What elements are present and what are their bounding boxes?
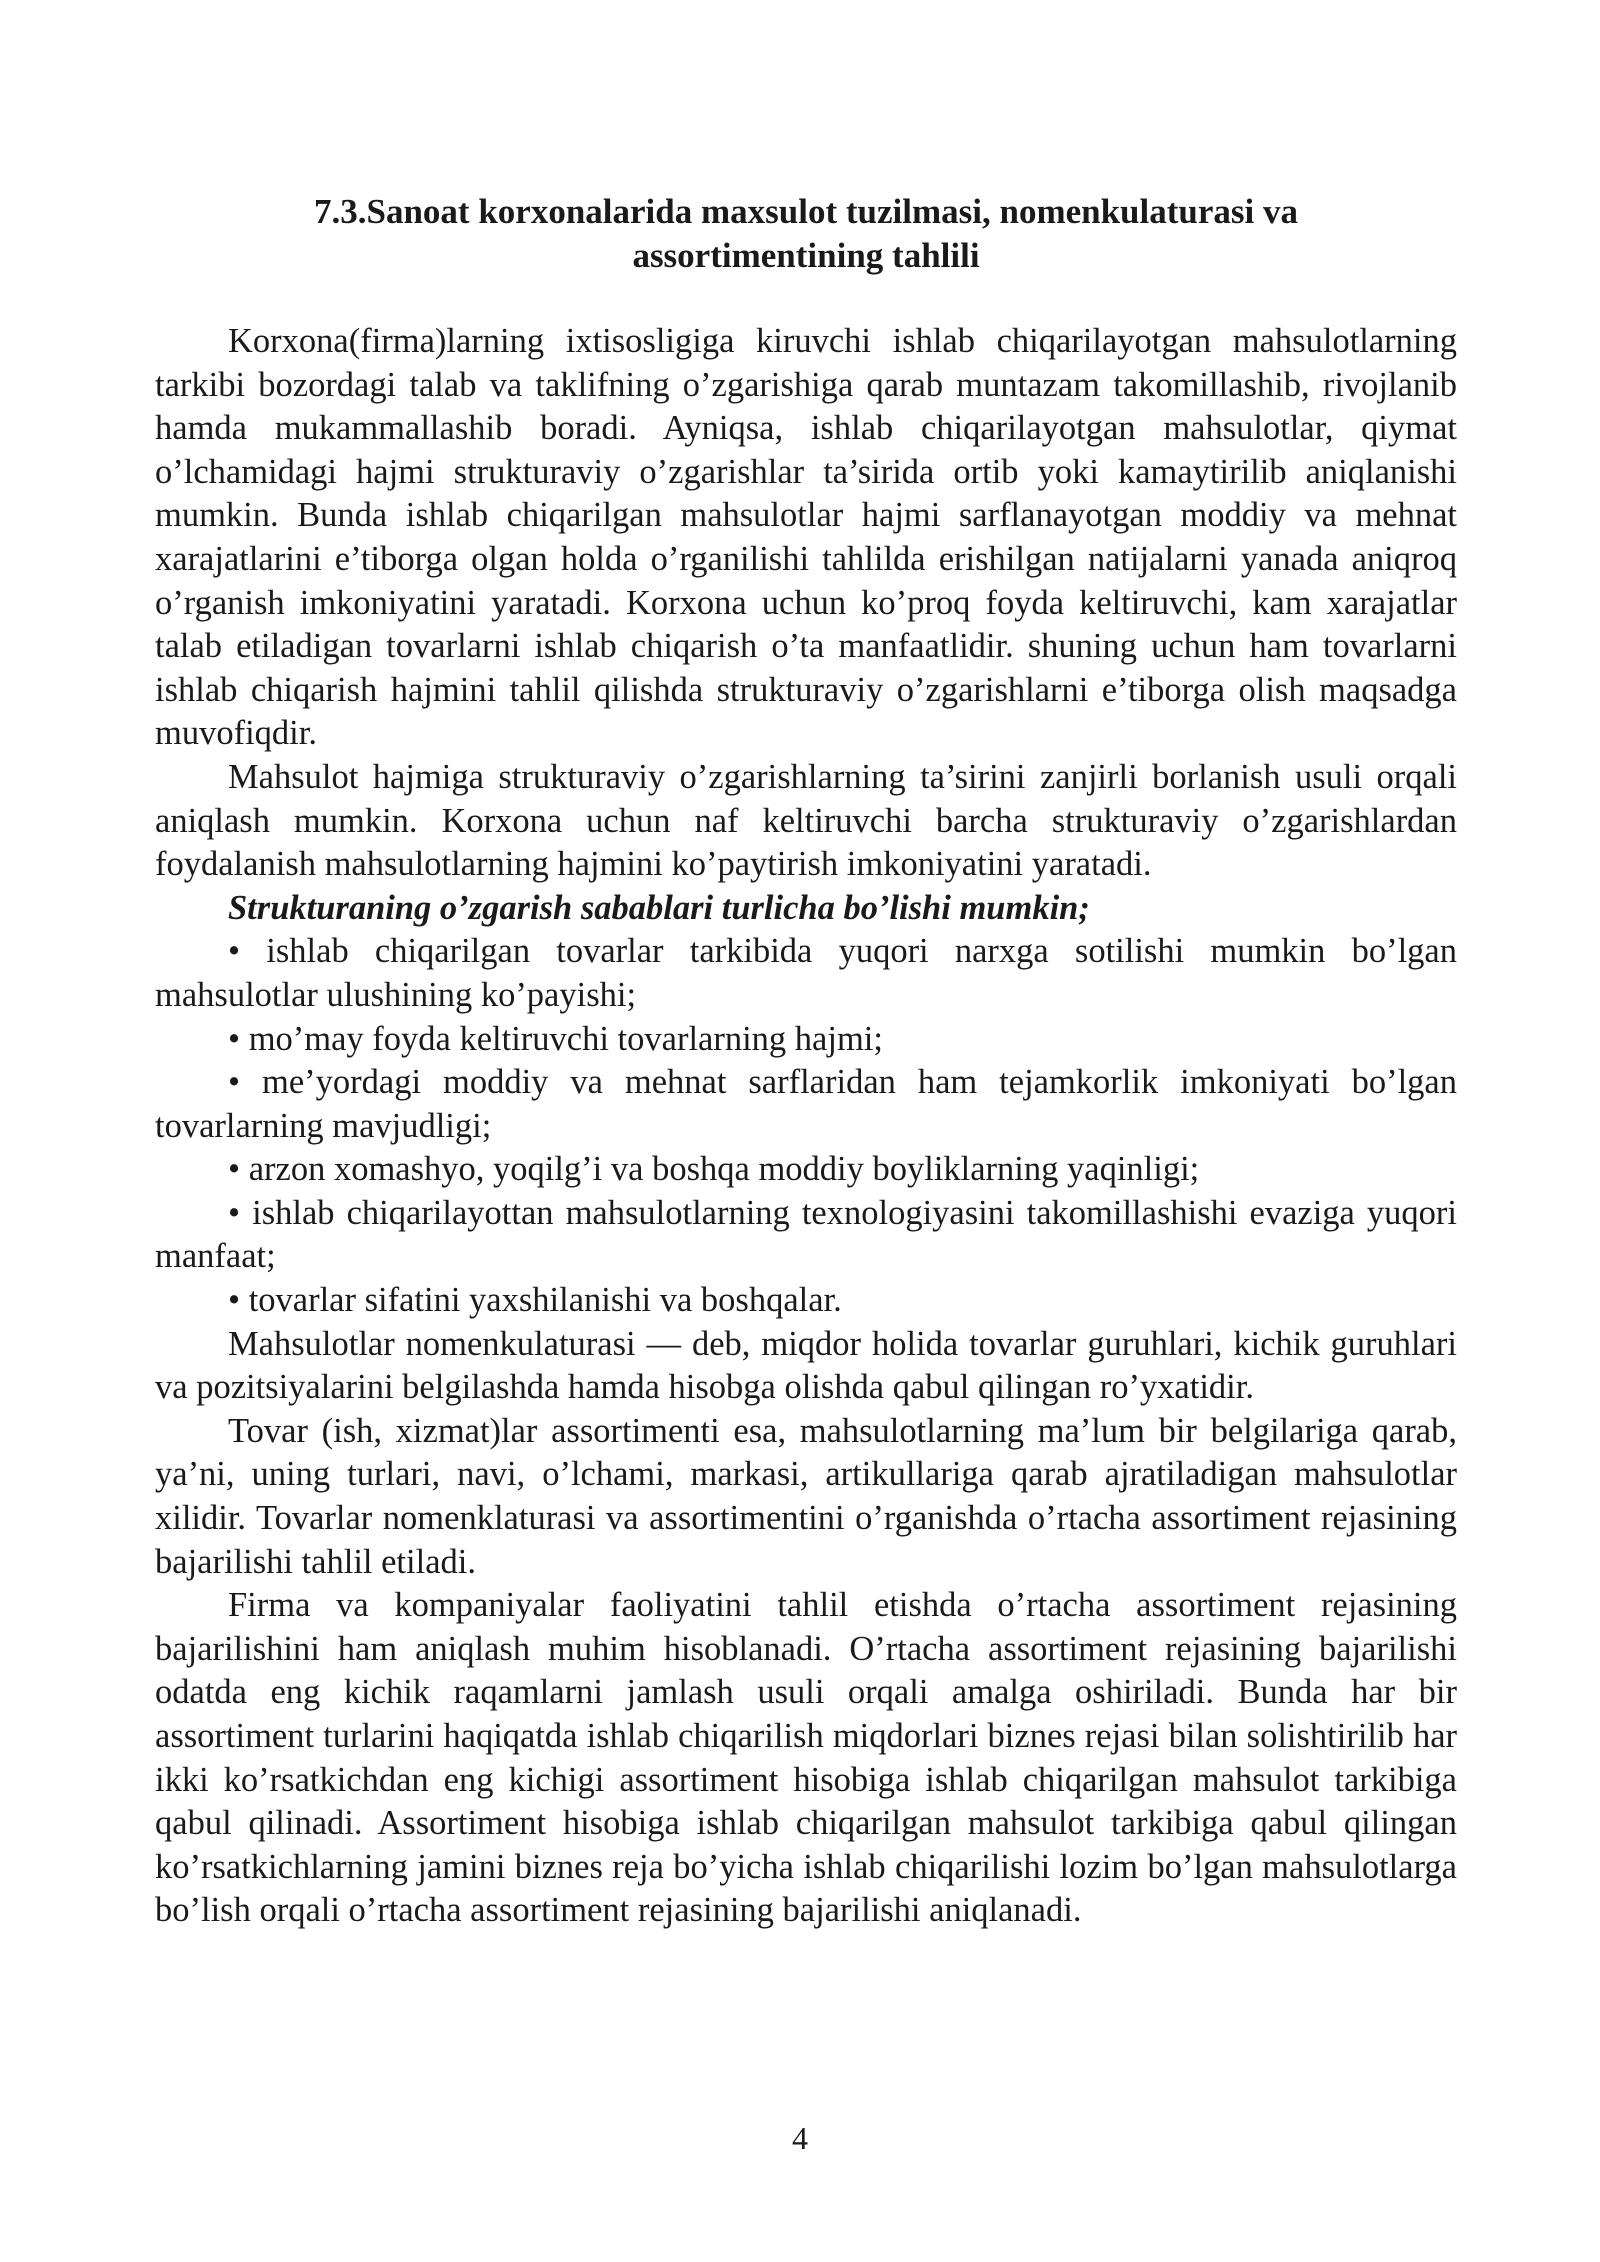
section-title-line-1: 7.3.Sanoat korxonalarida maxsulot tuzilmasi, nomenkulaturasi va [314,192,1298,231]
bullet-item: • tovarlar sifatini yaxshilanishi va boshqalar. [228,1281,842,1320]
bullet-item: • arzon xomashyo, yoqilg’i va boshqa moddiy boyliklarning yaqinligi; [228,1150,1200,1189]
bullet-item: • ishlab chiqarilgan tovarlar tarkibida yuqori narxga sotilishi mumkin bo’lgan mahsulotlar ulushining ko’payishi; [155,932,1457,1014]
subheading: Strukturaning o’zgarish sabablari turlicha bo’lishi mumkin; [228,888,1090,927]
paragraph: Firma va kompaniyalar faoliyatini tahlil etishda o’rtacha assortiment rejasining bajarilishini ham aniqlash muhim hisoblanadi. O’rtacha assortiment rejasining bajarilishi odatda eng kichik raqamlarni jamlash usuli orqali amalga oshiriladi. Bunda har bir assortiment turlarini haqiqatda ishlab chiqarilish miqdorlari biznes rejasi bilan solishtirilib har ikki ko’rsatkichdan eng kichigi assortiment hisobiga ishlab chiqarilgan mahsulot tarkibiga qabul qilinadi. Assortiment hisobiga ishlab chiqarilgan mahsulot tarkibiga qabul qilingan ko’rsatkichlarning jamini biznes reja bo’yicha ishlab chiqarilishi lozim bo’lgan mahsulotlarga bo’lish orqali o’rtacha assortiment rejasining bajarilishi aniqlanadi. [155,1586,1457,1930]
page-number: 4 [792,2120,808,2156]
paragraph: Mahsulotlar nomenkulaturasi — deb, miqdor holida tovarlar guruhlari, kichik guruhlari va pozitsiyalarini belgilashda hamda hisobga olishda qabul qilingan ro’yxatidir. [155,1324,1457,1407]
paragraph: Mahsulot hajmiga strukturaviy o’zgarishlarning ta’sirini zanjirli borlanish usuli orqali aniqlash mumkin. Korxona uchun naf keltiruvchi barcha strukturaviy o’zgarishlardan foydalanish mahsulotlarning hajmini ko’paytirish imkoniyatini yaratadi. [155,757,1457,884]
bullet-item: • ishlab chiqarilayottan mahsulotlarning texnologiyasini takomillashishi evaziga yuqori manfaat; [155,1193,1457,1276]
bullet-item: • me’yordagi moddiy va mehnat sarflaridan ham tejamkorlik imkoniyati bo’lgan tovarlarning mavjudligi; [155,1063,1457,1145]
paragraph: Tovar (ish, xizmat)lar assortimenti esa, mahsulotlarning ma’lum bir belgilariga qarab, ya’ni, uning turlari, navi, o’lchami, markasi, artikullariga qarab ajratiladigan mahsulotlar xilidir. Tovarlar nomenklaturasi va assortimentini o’rganishda o’rtacha assortiment rejasining bajarilishi tahlil etiladi. [155,1411,1457,1581]
bullet-item: • mo’may foyda keltiruvchi tovarlarning hajmi; [228,1019,883,1058]
document-page [155,190,1457,1933]
section-title-line-2: assortimentining tahlili [632,236,980,275]
paragraph: Korxona(firma)larning ixtisosligiga kiruvchi ishlab chiqarilayotgan mahsulotlarning tarkibi bozordagi talab va taklifning o’zgarishiga qarab muntazam takomillashib, rivojlanib hamda mukammallashib boradi. Ayniqsa, ishlab chiqarilayotgan mahsulotlar, qiymat o’lchamidagi hajmi strukturaviy o’zgarishlar ta’sirida ortib yoki kamaytirilib aniqlanishi mumkin. Bunda ishlab chiqarilgan mahsulotlar hajmi sarflanayotgan moddiy va mehnat xarajatlarini e’tiborga olgan holda o’rganilishi tahlilda erishilgan natijalarni yanada aniqroq o’rganish imkoniyatini yaratadi. Korxona uchun ko’proq foyda keltiruvchi, kam xarajatlar talab etiladigan tovarlarni ishlab chiqarish o’ta manfaatlidir. shuning uchun ham tovarlarni ishlab chiqarish hajmini tahlil qilishda strukturaviy o’zgarishlarni e’tiborga olish maqsadga muvofiqdir. [155,322,1457,753]
section-title [155,190,1457,278]
